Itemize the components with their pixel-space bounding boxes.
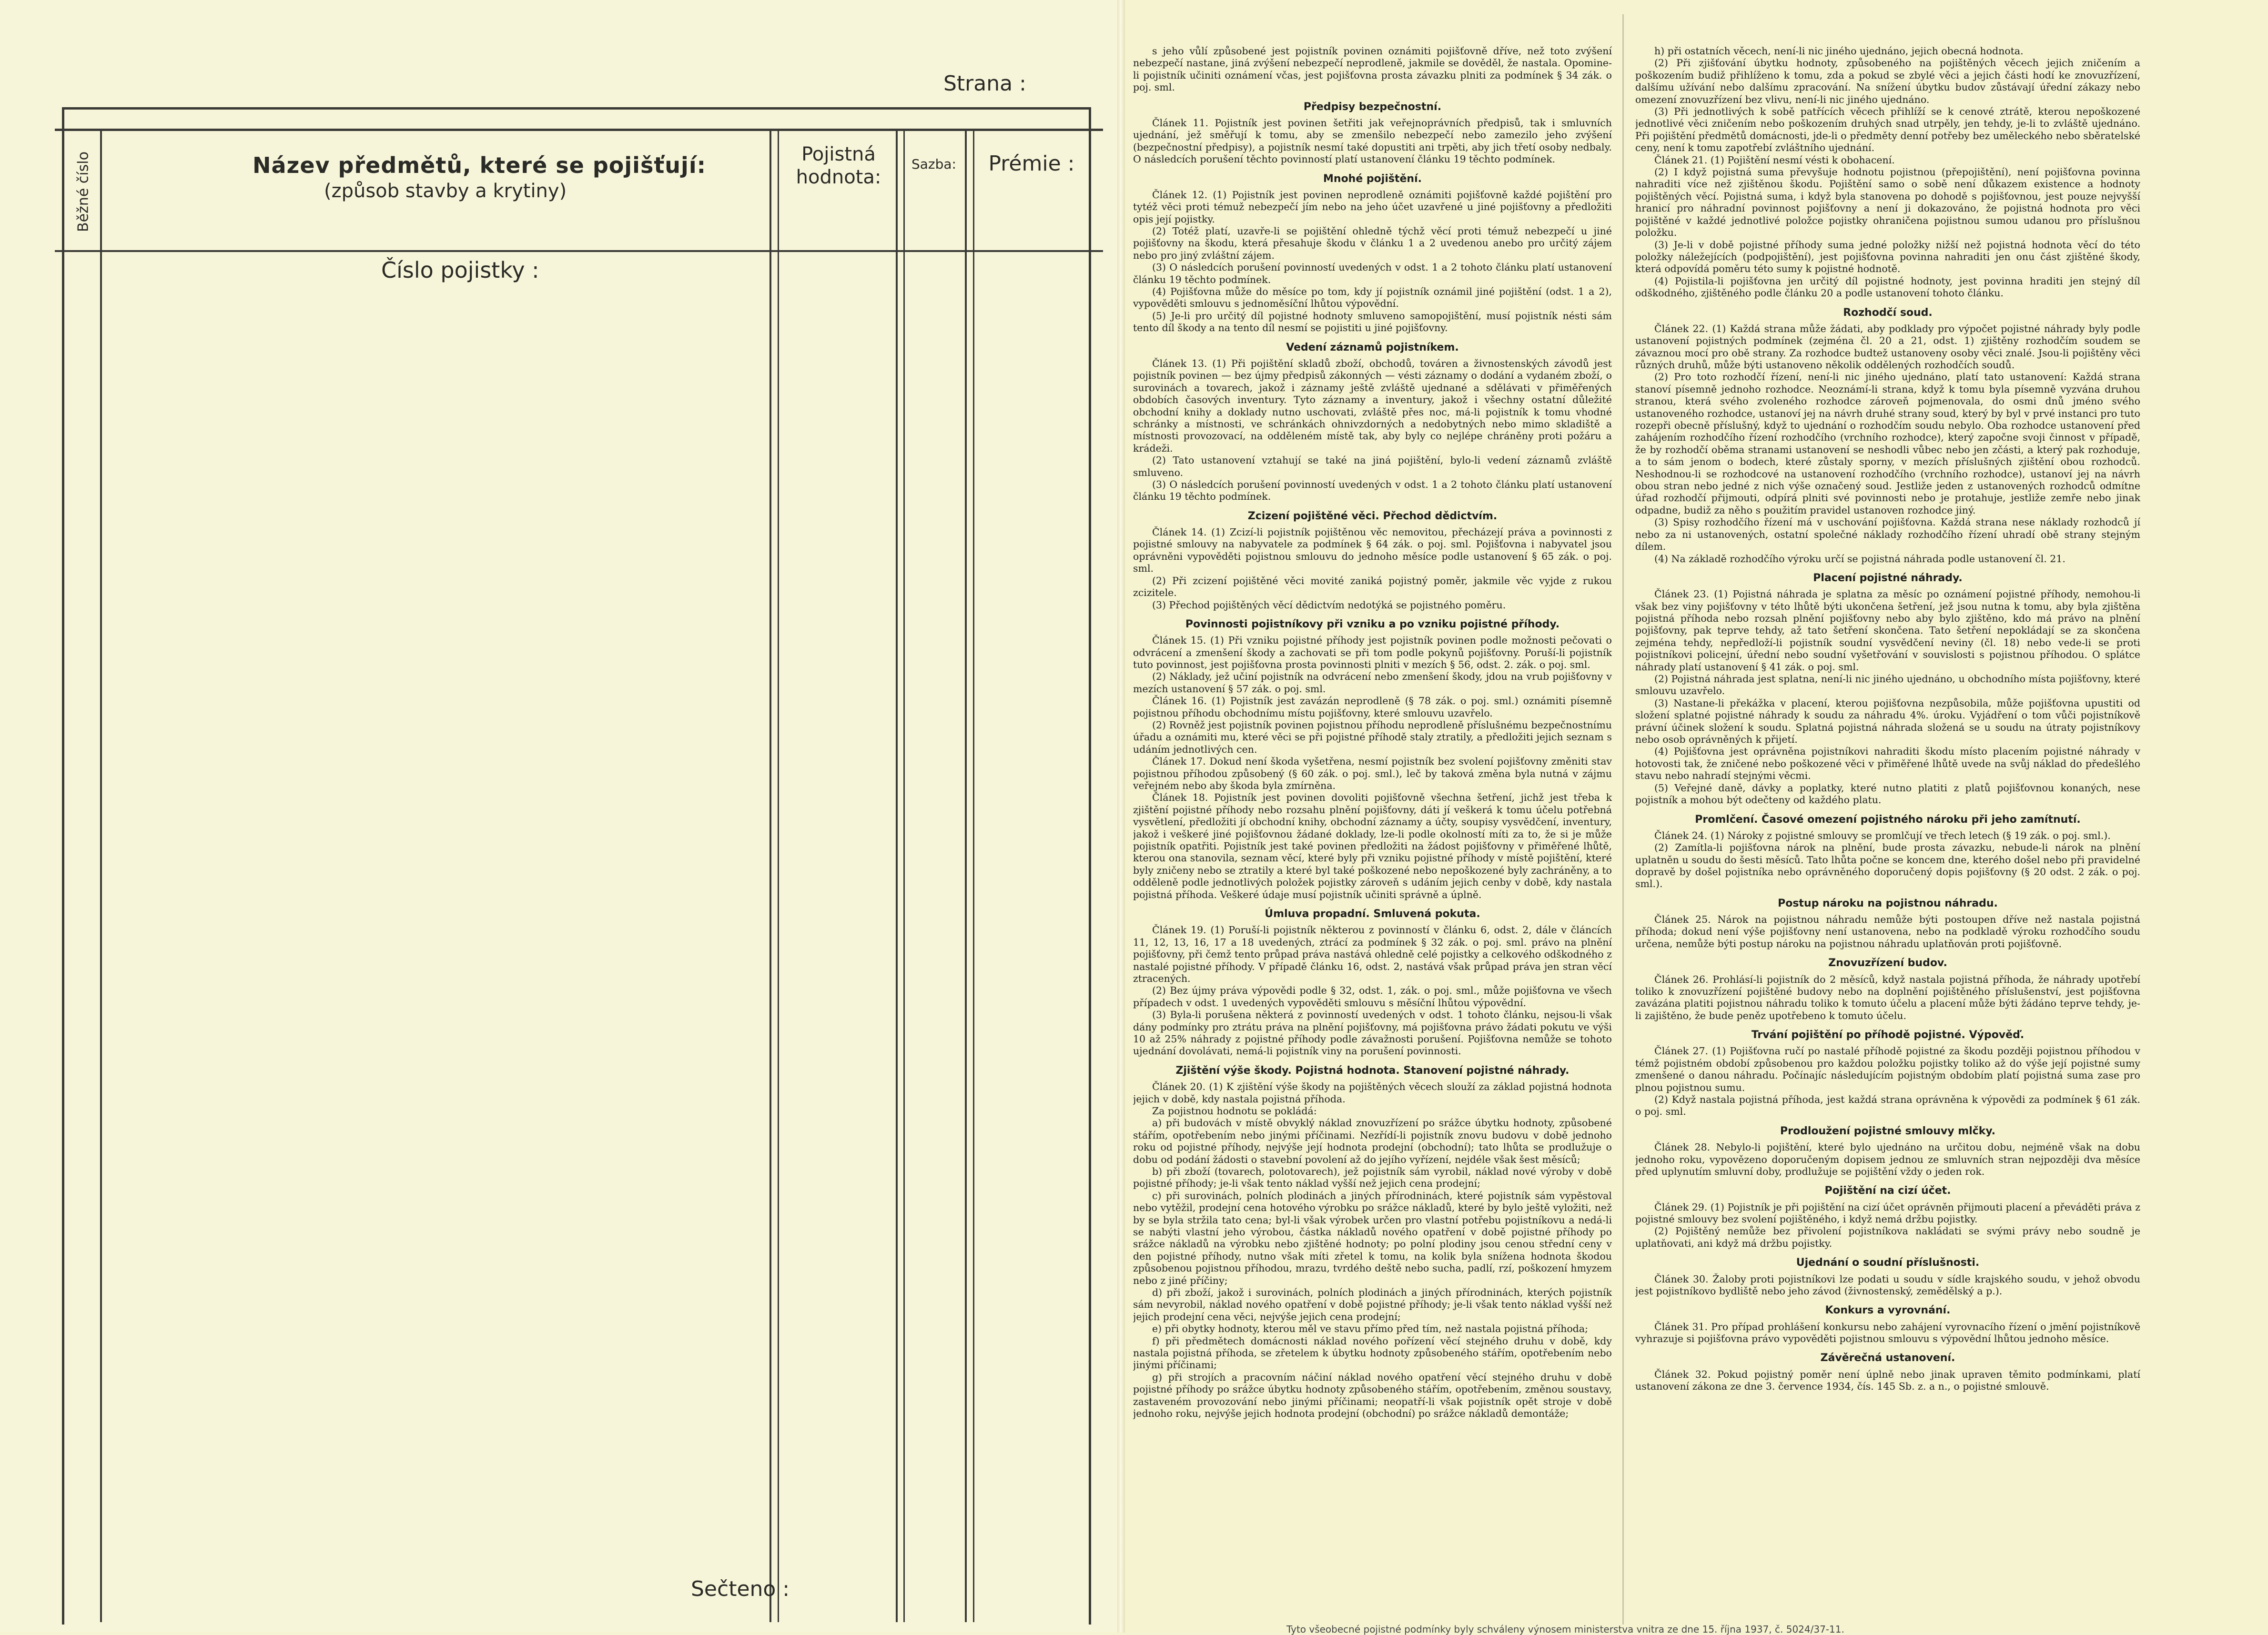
paragraph: Článek 18. Pojistník jest povinen dovoliti pojišťovně všechna šetření, jichž jest třeba k zjištění pojistné příhody nebo rozsahu plnění pojišťovny, dáti jí veškerá k tomu účelu potřebná vysvětlení, předložiti jí obchodní knihy, obchodní záznamy a účty, soupisy vysvědčení, inventury, jakož i veškeré jiné pojišťovnou žádané doklady, lze-li podle okolností míti za to, že si je může pojistník opatřiti. Pojistník jest také povinen předložiti na žádost pojišťovny v přiměřené lhůtě, kterou ona stanovila, seznam věcí, které byly při vzniku pojistné příhody v místě pojištění, které byly zničeny nebo se ztratily a které byl také poškozené nebo nepoškozené byly zachráněny, a to odděleně podle jednotlivých položek pojistky zároveň s udáním jejich cenby v době, kdy nastala pojistná příhoda. Veškeré údaje musí pojistník učiniti správně a úplně. [1133,792,1612,900]
paragraph: f) při předmětech domácnosti náklad nového pořízení věcí stejného druhu v době, kdy nastala pojistná příhoda, se zřetelem k úbytku hodnoty způsobeného stářím, opotřebením nebo jinými příčinami; [1133,1335,1612,1371]
paragraph: Článek 21. (1) Pojištění nesmí vésti k obohacení. [1654,154,1895,166]
column-divider [770,129,771,1622]
section-heading: Předpisy bezpečnostní. [1303,101,1442,113]
paragraph: s jeho vůlí způsobené jest pojistník povinen oznámiti pojišťovně dříve, než toto zvýšení nebezpečí nastane, jiná zvýšení nebezpečí neprodleně, jakmile se dověděl, že nastala. Opomine-li pojistník učiniti oznámení včas, jest pojišťovna prosta závazku plniti za podmínek § 34 zák. o poj. sml. [1133,45,1612,93]
section-heading: Zjištění výše škody. Pojistná hodnota. Stanovení pojistné náhrady. [1175,1064,1569,1077]
section-heading: Úmluva propadní. Smluvená pokuta. [1265,908,1480,920]
conditions-column-right [1635,45,2140,1622]
paragraph: (4) Pojistila-li pojišťovna jen určitý díl pojistné hodnoty, jest povinna hraditi jen stejný díl odškodného, zjištěného podle článku 20 a podle ustanovení tohoto článku. [1635,275,2140,299]
section-heading: Pojištění na cizí účet. [1824,1185,1951,1197]
column-divider [903,129,905,1622]
header-bottom-line [55,250,1103,252]
paragraph: (4) Na základě rozhodčího výroku určí se pojistná náhrada podle ustanovení čl. 21. [1654,553,2066,565]
section-heading: Prodloužení pojistné smlouvy mlčky. [1780,1125,1996,1137]
paragraph: (4) Pojišťovna jest oprávněna pojistníkovi nahraditi škodu místo placením pojistné náhrady v hotovosti tak, že zničené nebo poškozené věci v přiměřené lhůtě uvede na svůj náklad do předešlého stavu nebo nahradí stejnými věcmi. [1635,746,2140,782]
paragraph: (4) Pojišťovna může do měsíce po tom, kdy jí pojistník oznámil jiné pojištění (odst. 1 a 2), vypověděti smlouvu s jednoměsíční lhůtou výpovědní. [1133,286,1612,310]
paragraph: Článek 15. (1) Při vzniku pojistné příhody jest pojistník povinen podle možnosti pečovati o odvrácení a zmenšení škody a zachovati se při tom podle pokynů pojišťovny. Poruší-li pojistník tuto povinnost, jest pojišťovna prosta povinnosti plniti v mezích § 56, odst. 2. zák. o poj. sml. [1133,635,1612,670]
paragraph: (3) Spisy rozhodčího řízení má v uschování pojišťovna. Každá strana nese náklady rozhodců jí nebo za ni ustanovených, ostatní společné náklady rozhodčího řízení uhradí obě strany stejným dílem. [1635,516,2140,553]
paragraph: (2) Pojistná náhrada jest splatna, není-li nic jiného ujednáno, u obchodního místa pojišťovny, které smlouvu uzavřelo. [1635,673,2140,697]
paragraph: Článek 32. Pokud pojistný poměr není úplně nebo jinak upraven těmito podmínkami, platí ustanovení zákona ze dne 3. července 1934, čís. 145 Sb. z. a n., o pojistné smlouvě. [1635,1368,2140,1393]
paragraph: (2) Pro toto rozhodčí řízení, není-li nic jiného ujednáno, platí tato ustanovení: Každá strana stanoví písemně jednoho rozhodce. Neoznámí-li strana, když k tomu byla písemně vyzvána druhou stranou, která svého zvoleného rozhodce zároveň pojmenovala, do osmi dnů jméno svého ustanoveného rozhodce, ustanoví jej na návrh druhé strany soud, který by byl v prvé instanci pro tuto rozepři obecně příslušný, když to ujednání o rozhodčím soudu nebylo. Oba rozhodce ustanovení před zahájením rozhodčího řízení rozhodčího (vrchního rozhodce), který započne svoji činnost v případě, že by rozhodčí oběma stranami ustanovení se neshodli vůbec nebo jen zčásti, a který pak rozhoduje, a to sám jenom o bodech, které zůstaly sporny, v mezích příslušných zjištění obou rozhodců. Neshodnou-li se rozhodcové na ustanovení rozhodčího (vrchního rozhodce), ustanoví jej na návrh obou stran nebo jedné z nich výše označený soud. Jestliže jeden z ustanovených rozhodců odmítne úřad rozhodčí přijmouti, odpírá plniti své povinnosti nebo je protahuje, jestliže zemře nebo jinak odpadne, budiž za něho s použitím pravidel ustanoven rozhodce jiný. [1635,371,2140,516]
conditions-column-left [1133,45,1612,1622]
paragraph: c) při surovinách, polních plodinách a jiných přírodninách, které pojistník sám vypěstoval nebo vytěžil, prodejní cena hotového výrobku po srážce nákladů, které by bylo ještě vyložiti, než by se byla stržila tato cena; byl-li však výrobek určen pro vlastní potřebu pojistníkovu a nedá-li se nabýti vlastní jeho výrobou, částka nákladů nového opatření v době pojistné příhody po srážce nákladů na výrobku nebo zjištěné hodnoty; po polní plodiny jsou cenou střední ceny v den pojistné příhody, nutno však míti zřetel k tomu, na kolik byla snížena hodnota škodou způsobenou pojistnou příhodou, mrazu, tvrdého deště nebo sucha, padlí, rzí, poškození hmyzem nebo z jiné příčiny; [1133,1190,1612,1286]
paragraph: Článek 30. Žaloby proti pojistníkovi lze podati u soudu v sídle krajského soudu, v jehož obvodu jest pojistníkovo bydliště nebo jeho závod (živnostenský, zemědělský a p.). [1635,1273,2140,1297]
section-heading: Placení pojistné náhrady. [1813,572,1963,584]
paragraph: (2) Náklady, jež učiní pojistník na odvrácení nebo zmenšení škody, jdou na vrub pojišťovny v mezích ustanovení § 57 zák. o poj. sml. [1133,671,1612,695]
paragraph: (2) Zamítla-li pojišťovna nárok na plnění, bude prosta závazku, nebude-li nárok na plnění uplatněn u soudu do šesti měsíců. Tato lhůta počne se koncem dne, kterého došel nebo při pravidelné dopravě by došel pojistníka nebo oprávněného doporučený dopis pojišťovny (§ 20 odst. 2 zák. o poj. sml.). [1635,842,2140,890]
section-heading: Povinnosti pojistníkovy při vzniku a po vzniku pojistné příhody. [1185,618,1560,630]
paragraph: a) při budovách v místě obvyklý náklad znovuzřízení po srážce úbytku hodnoty, způsobené stářím, opotřebením nebo jinými příčinami. Nezřídí-li pojistník znovu budovu v době jednoho roku od pojistné příhody, nejvýše její hodnota prodejní (obchodní); tato lhůta se prodlužuje o dobu od podání žádosti o stavební povolení až do jejího vyřízení, nejdéle však šest měsíců; [1133,1117,1612,1165]
paragraph: Článek 22. (1) Každá strana může žádati, aby podklady pro výpočet pojistné náhrady byly podle ustanovení pojistných podmínek (zejména čl. 20 a 21, odst. 1) zjištěny rozhodčím soudem se závaznou mocí pro obě strany. Za rozhodce budtež ustanoveny osoby věci znalé. Jsou-li pojištěny věci různých druhů, může býti ustanoveno několik oddělených rozhodčích soudů. [1635,323,2140,371]
paragraph: (3) Byla-li porušena některá z povinností uvedených v odst. 1 tohoto článku, nejsou-li však dány podmínky pro ztrátu práva na plnění pojišťovny, má pojišťovna právo žádati pokutu ve výši 10 až 25% náhrady z pojistné příhody podle závažnosti porušení. Pojišťovna nemůže se tohoto ujednání dovolávati, nemá-li pojistník viny na porušení povinnosti. [1133,1009,1612,1057]
items-subheader: (způsob stavby a krytiny) [324,180,567,202]
paragraph: Článek 23. (1) Pojistná náhrada je splatna za měsíc po oznámení pojistné příhody, nemohou-li však bez viny pojišťovny v této lhůtě býti ukončena šetření, jež jsou nutna k tomu, aby byla zjištěna pojistná příhoda nebo rozsah plnění pojišťovny nebo aby bylo zjištěno, kdo má právo na plnění pojišťovny, pak teprve tehdy, až tato šetření skončena. Tato šetření nepokládají se za skončena zejména tehdy, nepředloží-li pojistník soudní vysvědčení neviny (čl. 18) nebo vede-li se proti pojistníkovi policejní, úřední nebo soudní vyšetřování v souvislosti s pojistnou příhodou. O splátce náhrady platí ustanovení § 41 zák. o poj. sml. [1635,588,2140,673]
paragraph: Článek 26. Prohlásí-li pojistník do 2 měsíců, když nastala pojistná příhoda, že náhrady upotřebí toliko k znovuzřízení pojištěné budovy nebo na doplnění pojištěného příslušenství, jest pojišťovna zavázána platiti pojistnou náhradu toliko k tomuto účelu a placení může býti žádáno teprve tehdy, je-li zajištěno, že bude peněz upotřebeno k tomuto účelu. [1635,973,2140,1021]
paragraph: Článek 27. (1) Pojišťovna ručí po nastalé příhodě pojistné za škodu později pojistnou příhodou v témž pojistném období způsobenou pro každou položku pojistky toliko až do výše její pojistné sumy zmenšené o danou náhradu. Počínajíc následujícím pojistným obdobím platí pojistná suma zase pro plnou pojistnou sumu. [1635,1045,2140,1093]
paragraph: (3) Nastane-li překážka v placení, kterou pojišťovna nezpůsobila, může pojišťovna upustiti od složení splatné pojistné náhrady k soudu za náhradu 4%. úroku. Vyjádření o tom vůči pojistníkově právní účinek složení k soudu. Splatná pojistná náhrada složená se u soudu na útraty pojistníkovy nebo osob oprávněných k přijetí. [1635,697,2140,746]
paragraph: g) při strojích a pracovním náčiní náklad nového opatření věcí stejného druhu v době pojistné příhody po srážce úbytku hodnoty způsobeného stářím, opotřebením, změnou soustavy, zastaveném provozování nebo jinými příčinami; neopatří-li však pojistník opět stroje v době jednoho roku, nejvýše jejich hodnota prodejní (obchodní) po srážce nákladů demontáže; [1133,1371,1612,1420]
page-number-label: Strana : [943,71,1026,96]
column-divider [896,129,898,1622]
paragraph: Článek 14. (1) Zcizí-li pojistník pojištěnou věc nemovitou, přecházejí práva a povinnosti z pojistné smlouvy na nabyvatele za podmínek § 64 zák. o poj. sml. Pojišťovna i nabyvatel jsou oprávněni vypověděti pojistnou smlouvu do jednoho měsíce podle ustanovení § 65 zák. o poj. sml. [1133,526,1612,575]
column-rule [1622,14,1624,1625]
row-number-header: Běžné číslo [75,151,92,232]
rate-header: Sazba: [911,156,956,172]
show-through-text [62,1415,291,1572]
section-heading: Vedení záznamů pojistníkem. [1286,341,1459,353]
paragraph: (3) Při jednotlivých k sobě patřících věcech přihlíží se k cenové ztrátě, kterou nepoškozené jednotlivé věci zničením nebo poškozením druhých snad utrpěly, jen tehdy, je-li to zvláště ujednáno. Při pojištění předmětů domácnosti, jde-li o předměty denní potřeby bez uměleckého nebo sběratelské ceny, není k tomu zapotřebí zvláštního ujednání. [1635,106,2140,154]
section-heading: Mnohé pojištění. [1323,172,1422,185]
column-divider [100,129,102,1622]
paragraph: Článek 31. Pro případ prohlášení konkursu nebo zahájení vyrovnacího řízení o jmění pojistníkově vyhrazuje si pojišťovna právo vypověděti pojistnou smlouvu s výpovědní lhůtou jednoho měsíce. [1635,1321,2140,1344]
paragraph: Článek 12. (1) Pojistník jest povinen neprodleně oznámiti pojišťovně každé pojištění pro tytéž věci proti témuž nebezpečí jím nebo na jeho účet uzavřené u jiné pojišťovny a předložiti opis její pojistky. [1133,189,1612,225]
section-heading: Trvání pojištění po příhodě pojistné. Výpověď. [1751,1029,2025,1041]
paragraph: (3) Přechod pojištěných věcí dědictvím nedotýká se pojistného poměru. [1152,599,1506,611]
paragraph: d) při zboží, jakož i surovinách, polních plodinách a jiných přírodninách, kterých pojistník sám nevyrobil, náklad nového opatření v době pojistné příhody; je-li však tento náklad vyšší než jejich prodejní cena věci, nejvýše jejich cena prodejní; [1133,1287,1612,1322]
paragraph: (2) Pojištěný nemůže bez přivolení pojistníkova nakládati se svými právy nebo soudně je uplatňovati, ani když má držbu pojistky. [1635,1225,2140,1249]
approval-footer: Tyto všeobecné pojistné podmínky byly schváleny výnosem ministerstva vnitra ze dne 15. října 1937, č. 5024/37-11. [1286,1624,1844,1635]
paragraph: (2) Totéž platí, uzavře-li se pojištění ohledně týchž věcí proti témuž nebezpečí u jiné pojišťovny na škodu, která přesahuje škodu v článku 1 a 2 uvedenou anebo pro určitý zájem nebo pro jiný zvláštní zájem. [1133,225,1612,261]
paragraph: Článek 11. Pojistník jest povinen šetřiti jak veřejnoprávních předpisů, tak i smluvních ujednání, jež směřují k tomu, aby se zmenšilo nebezpečí nebo zamezilo jeho zvýšení (bezpečnostní předpisy), a pojistník nesmí také dopustiti ani trpěti, aby jich třetí osoby nedbaly. O následcích porušení těchto povinností platí ustanovení článku 19 těchto podmínek. [1133,117,1612,165]
policy-number-label: Číslo pojistky : [381,257,539,283]
column-divider [778,129,779,1622]
paragraph: Článek 24. (1) Nároky z pojistné smlouvy se promlčují ve třech letech (§ 19 zák. o poj. sml.). [1654,829,2111,841]
column-divider [973,129,974,1622]
page-fold [1117,0,1125,1633]
paragraph: (3) Je-li v době pojistné příhody suma jedné položky nižší než pojistná hodnota věcí do této položky náležejících (podpojištění), jest pojišťovna povinna nahraditi jen onu část zjištěné škody, která odpovídá poměru této sumy k pojistné hodnotě. [1635,239,2140,275]
form-frame [62,107,1091,1625]
paragraph: (5) Veřejné daně, dávky a poplatky, které nutno platiti z platů pojišťovnou konaných, nese pojistník a mohou být odečteny od každého platu. [1635,782,2140,806]
section-heading: Rozhodčí soud. [1843,306,1933,319]
paragraph: e) při obytky hodnoty, kterou měl ve stavu přímo před tím, než nastala pojistná příhoda; [1152,1323,1589,1335]
paragraph: Článek 28. Nebylo-li pojištění, které bylo ujednáno na určitou dobu, nejméně však na dobu jednoho roku, vypovězeno doporučeným dopisem jednou ze smluvních stran nejpozději dva měsíce před uplynutím smluvní doby, prodlužuje se pojištění vždy o jeden rok. [1635,1141,2140,1177]
paragraph: (2) Bez újmy práva výpovědi podle § 32, odst. 1, zák. o poj. sml., může pojišťovna ve všech případech v odst. 1 uvedených vypověděti smlouvu s měsíční lhůtou výpovědní. [1133,985,1612,1009]
paragraph: Článek 19. (1) Poruší-li pojistník některou z povinností v článku 6, odst. 2, dále v článcích 11, 12, 13, 16, 17 a 18 uvedených, ztrácí za podmínek § 32 zák. o poj. sml. právo na plnění pojišťovny, při čemž tento průpad práva nastává ohledně celé pojistky a celkového odškodného z nastalé pojistné příhody. V případě článku 16, odst. 2, nastává však průpad práva jen stran věcí ztracených. [1133,924,1612,984]
paragraph: Článek 13. (1) Při pojištění skladů zboží, obchodů, továren a živnostenských závodů jest pojistník povinen — bez újmy předpisů zákonných — vésti záznamy o dodání a vydaném zboží, o surovinách a tovarech, jakož i záznamy ještě zvláště ujednané a sdělávati v přiměřených obdobích časových inventury. Tyto záznamy a inventury, jakož i všechny ostatní důležité obchodní knihy a doklady nutno uschovati, zvláště přes noc, má-li pojistník k tomu vhodné schránky a místnosti, ve schránkách ohnivzdorných a nedobytných nebo mimo skladiště a místnosti provozovací, na odděleném místě tak, aby byly co nejlépe chráněny proti požáru a krádeži. [1133,357,1612,454]
premium-header: Prémie : [988,151,1075,176]
header-top-line [55,129,1103,131]
paragraph: (5) Je-li pro určitý díl pojistné hodnoty smluveno samopojištění, musí pojistník nésti sám tento díl škody a na tento díl nesmí se pojistiti u jiné pojišťovny. [1133,310,1612,334]
paragraph: Článek 29. (1) Pojistník je při pojištění na cizí účet oprávněn přijmouti placení a převáděti práva z pojistné smlouvy bez svolení pojištěného, i když nemá držbu pojistky. [1635,1201,2140,1225]
paragraph: Článek 20. (1) K zjištění výše škody na pojištěných věcech slouží za základ pojistná hodnota jejich v době, kdy nastala pojistná příhoda. [1133,1081,1612,1105]
total-label: Sečteno : [691,1577,790,1601]
paragraph: Článek 17. Dokud není škoda vyšetřena, nesmí pojistník bez svolení pojišťovny změniti stav pojistnou příhodou způsobený (§ 60 zák. o poj. sml.), leč by taková změna byla nutná v zájmu veřejném nebo aby škoda byla zmírněna. [1133,756,1612,792]
paragraph: (2) Tato ustanovení vztahují se také na jiná pojištění, bylo-li vedení záznamů zvláště smluveno. [1133,454,1612,478]
paragraph: h) při ostatních věcech, není-li nic jiného ujednáno, jejich obecná hodnota. [1654,45,2024,57]
section-heading: Konkurs a vyrovnání. [1825,1304,1951,1317]
section-heading: Postup nároku na pojistnou náhradu. [1778,897,1998,909]
paragraph: Článek 25. Nárok na pojistnou náhradu nemůže býti postoupen dříve než nastala pojistná příhoda; dokud není výše pojišťovny není ustanovena, nebo na podkladě výroku rozhodčího soudu určena, nemůže býti postup nároku na pojistnou náhradu uplatňován proti pojišťovně. [1635,914,2140,949]
paragraph: b) při zboží (tovarech, polotovarech), jež pojistník sám vyrobil, náklad nové výroby v době pojistné příhody; je-li však tento náklad vyšší než jejich cena prodejní; [1133,1165,1612,1190]
paragraph: (2) Při zjišťování úbytku hodnoty, způsobeného na pojištěných věcech jejich zničením a poškozením budiž přihlíženo k tomu, zda a pokud se zbylé věci a jejich části hodí ke znovuzřízení, dalšímu užívání nebo dalšímu zpracování. Na snížení úbytku budov zůstávají úřední zákazy nebo omezení znovuzřízení bez vlivu, není-li nic jiného ujednáno. [1635,57,2140,105]
paragraph: Článek 16. (1) Pojistník jest zavázán neprodleně (§ 78 zák. o poj. sml.) oznámiti písemně pojistnou příhodu obchodnímu místu pojišťovny, které smlouvu uzavřelo. [1133,695,1612,719]
section-heading: Závěrečná ustanovení. [1820,1352,1955,1364]
column-divider [965,129,967,1622]
paragraph: (2) Při zcizení pojištěné věci movité zaniká pojistný poměr, jakmile věc vyjde z rukou zcizitele. [1133,575,1612,599]
insured-value-header: Pojistná hodnota: [796,143,881,188]
section-heading: Ujednání o soudní příslušnosti. [1796,1257,1980,1269]
paragraph: (3) O následcích porušení povinností uvedených v odst. 1 a 2 tohoto článku platí ustanovení článku 19 těchto podmínek. [1133,262,1612,285]
section-heading: Znovuzřízení budov. [1828,957,1947,969]
paragraph: (2) I když pojistná suma převyšuje hodnotu pojistnou (přepojištění), není pojišťovna povinna nahraditi více než zjištěnou škodu. Pojištění samo o sobě není důkazem existence a hodnoty pojištěných věcí. Pojistná suma, i když byla stanovena po dohodě s pojišťovnou, jest pouze nejvyšší hranicí pro náhradní povinnost pojišťovny a není ji dokazováno, že pojistná hodnota pro věci pojištěné v každé jednotlivé položce pojistky ohraničena pojistnou sumou udanou pro příslušnou položku. [1635,166,2140,239]
paragraph: Za pojistnou hodnotu se pokládá: [1152,1105,1317,1117]
paragraph: (2) Rovněž jest pojistník povinen pojistnou příhodu neprodleně příslušnému bezpečnostnímu úřadu a oznámiti mu, které věci se při pojistné příhodě staly ztratily, a předložiti jejich seznam s udáním jednotlivých cen. [1133,719,1612,755]
paragraph: (3) O následcích porušení povinností uvedených v odst. 1 a 2 tohoto článku platí ustanovení článku 19 těchto podmínek. [1133,478,1612,503]
section-heading: Zcizení pojištěné věci. Přechod dědictvím. [1247,510,1498,522]
items-header: Název předmětů, které se pojišťují: [253,152,706,178]
paragraph: (2) Když nastala pojistná příhoda, jest každá strana oprávněna k výpovědi za podmínek § 61 zák. o poj. sml. [1635,1094,2140,1118]
section-heading: Promlčení. Časové omezení pojistného nároku při jeho zamítnutí. [1695,813,2081,826]
